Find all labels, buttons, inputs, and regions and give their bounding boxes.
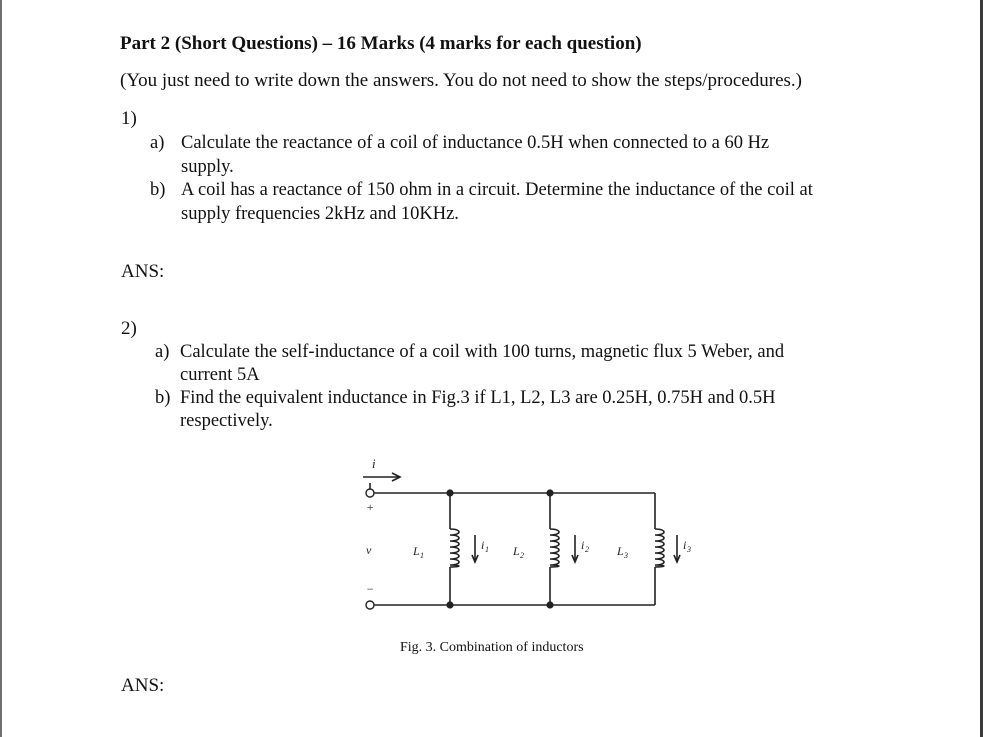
plus-sign: +: [366, 500, 375, 514]
q2-a-label: a): [155, 342, 170, 362]
inductor-circuit-diagram: [355, 455, 705, 635]
current-label: i: [372, 456, 376, 471]
voltage-label: v: [366, 543, 372, 557]
inductor-l3-coil: [655, 529, 664, 567]
junction-dot: [446, 489, 453, 496]
q1-a-label: a): [150, 133, 165, 153]
question-1-number: 1): [121, 108, 137, 129]
q1-b-line2: supply frequencies 2kHz and 10KHz.: [181, 204, 459, 224]
q2-b-line1: Find the equivalent inductance in Fig.3 if L1, L2, L3 are 0.25H, 0.75H and 0.5H: [180, 388, 776, 408]
l3-subscript: 3: [624, 551, 628, 560]
inductor-l2-coil: [550, 529, 559, 567]
l2-label: L: [513, 544, 520, 558]
l3-label: L: [617, 544, 624, 558]
q1-b-line1: A coil has a reactance of 150 ohm in a circuit. Determine the inductance of the coil at: [181, 180, 813, 200]
l2-subscript: 2: [520, 551, 524, 560]
i2-subscript: 2: [585, 545, 589, 554]
section-title: Part 2 (Short Questions) – 16 Marks (4 marks for each question): [120, 33, 642, 54]
page-left-border: [0, 0, 2, 737]
q2-b-label: b): [155, 388, 171, 408]
l1-label: L: [413, 544, 420, 558]
junction-dot: [446, 601, 453, 608]
i1-subscript: 1: [485, 545, 489, 554]
q2-b-line2: respectively.: [180, 411, 273, 431]
junction-dot: [546, 601, 553, 608]
q1-b-label: b): [150, 180, 166, 200]
terminal-bottom: [366, 601, 374, 609]
q1-a-line2: supply.: [181, 157, 234, 177]
figure-caption: Fig. 3. Combination of inductors: [400, 640, 584, 655]
l1-subscript: 1: [420, 551, 424, 560]
question-2-number: 2): [121, 318, 137, 339]
i2-label: i: [581, 538, 585, 552]
q2-answer-label: ANS:: [121, 675, 165, 696]
minus-sign: −: [366, 582, 375, 596]
junction-dot: [546, 489, 553, 496]
q1-answer-label: ANS:: [121, 261, 165, 282]
q2-a-line1: Calculate the self-inductance of a coil with 100 turns, magnetic flux 5 Weber, and: [180, 342, 785, 362]
instructions-note: (You just need to write down the answers. You do not need to show the steps/procedures.): [120, 70, 802, 91]
i1-label: i: [481, 538, 485, 552]
q2-a-line2: current 5A: [180, 365, 260, 385]
inductor-l1-coil: [450, 529, 459, 567]
i3-subscript: 3: [687, 545, 691, 554]
i3-label: i: [683, 538, 687, 552]
q1-a-line1: Calculate the reactance of a coil of inductance 0.5H when connected to a 60 Hz: [181, 133, 770, 153]
terminal-top: [366, 489, 374, 497]
